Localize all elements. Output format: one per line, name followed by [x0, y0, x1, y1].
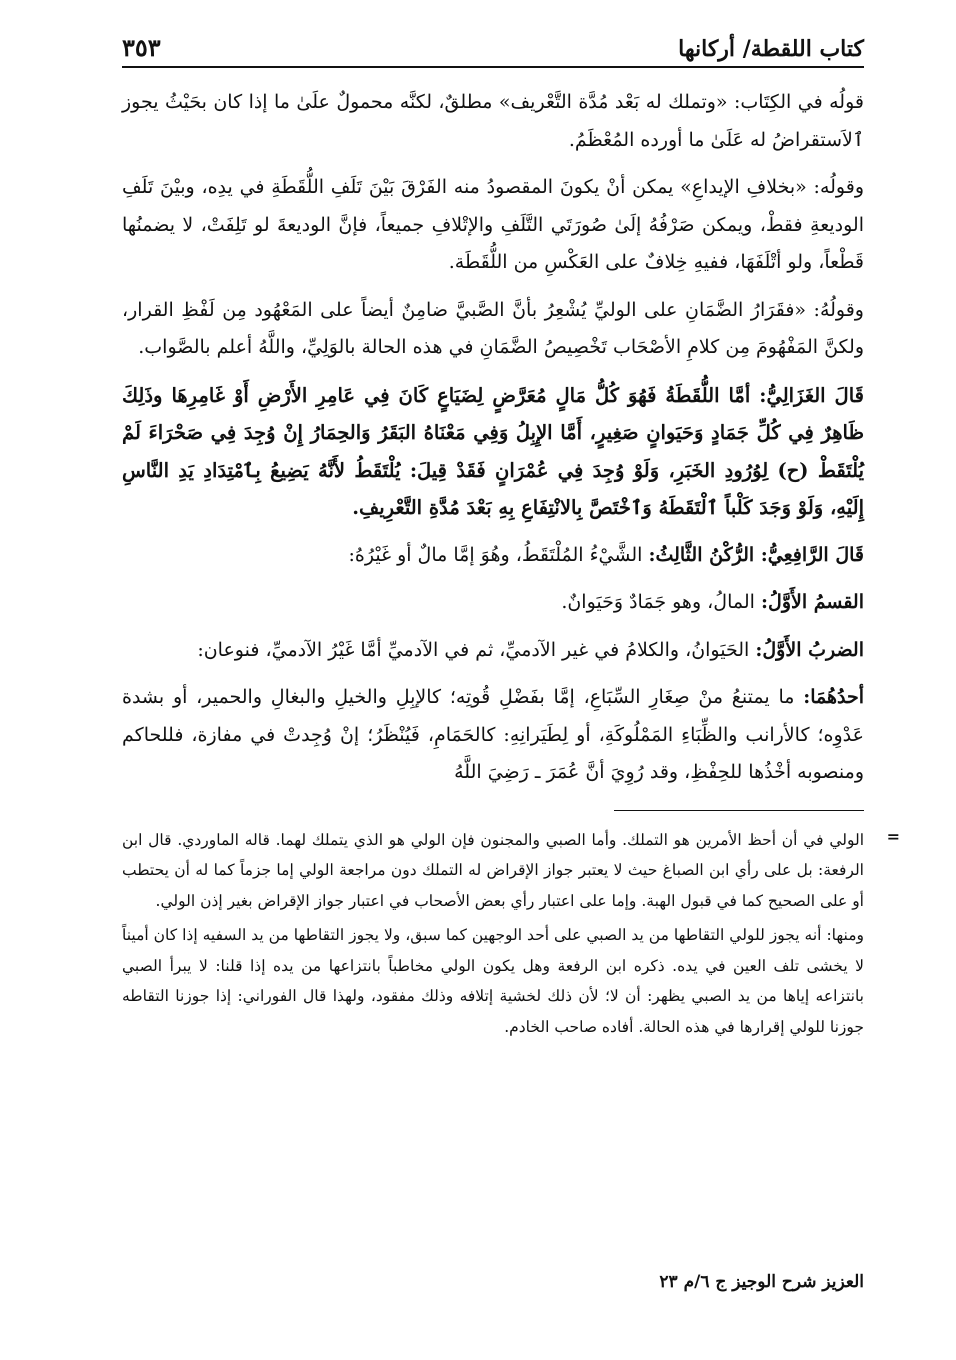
- rafii-text: ما يمتنعُ منْ صِغَارِ السِّبَاعِ، إمَّا بفَضْلِ قُوتِه؛ كالإبِلِ والخيلِ والبغالِ والحمير، أو بشدة عَدْوِه؛ كالأرانب والظِّبَاءِ المَمْلُوكَةِ، أو لِطَيَرانِهِ: كالحَمَامِ، فَيُنْظَرُ؛ إنْ وُجِدتْ في مفازة، فللحاكم ومنصوبه أخْذُها للحِفْظِ، وقد رُوِيَ أنَّ عُمَرَ ـ رَضِيَ اللَّهُ: [122, 686, 864, 783]
- rafii-lead: الضربُ الأَوَّلُ:: [755, 638, 864, 661]
- commentary-paragraph: [122, 292, 864, 367]
- main-text: [122, 84, 864, 792]
- paragraph-text: وقولُه: «بخلافِ الإيداعِ» يمكن أنْ يكونَ المقصودُ منه الفَرْقَ بَيْنَ تَلَفِ اللُّقَطَةِ في يدِه، وبيْنَ تَلَفِ الوديعةِ فقطْ، ويمكن صَرْفُهُ إلَىٰ صُورَتَي التَّلَفِ والإتْلافِ جميعاً، فإنَّ الوديعةَ لو تَلِفَتْ، لا يضمنُها قَطْعاً، ولو أتْلَفَهَا، ففيهِ خِلافٌ على العَكْسِ من اللُّقَطَة.: [122, 176, 864, 273]
- paragraph-text: وقولُهُ: «فقَرَارُ الضَّمَانِ على الوليِّ يُشْعِرُ بأنَّ الصَّبيَّ ضامِنٌ أيضاً على المَعْهُود مِن لَفْظِ القرار، ولكنَّ المَفْهُومَ مِن كلامِ الأصْحَاب تَخْصِيصُ الضَّمَانِ في هذه الحالة بالوَلِيِّ، واللَّهُ أعلم بالصَّواب.: [122, 298, 864, 358]
- rafii-text: المالُ، وهو جَمَادٌ وَحَيَوانٌ.: [561, 591, 755, 613]
- ghazali-text: أمَّا اللُّقَطَةُ فَهُوَ كُلُّ مَالٍ مُعَرَّضٍ لِضَيَاعٍ كَانَ فِي عَامِرِ الأَرْضِ أَوْ غَامِرِهَا وذَلِكَ ظَاهِرٌ فِي كُلِّ جَمَادٍ وَحَيَوانٍ صَغِيرٍ، أَمَّا الإِبِلُ وَفِي مَعْنَاهُ البَقَرُ وَالحِمَارُ إِنْ وُجِدَ فِي صَحْرَاءَ لَمْ يُلْتَقَطْ (ح) لِوُرُودِ الخَبَرِ، وَلَوْ وُجِدَ فِي عُمْرَانٍ فَقَدْ قِيلَ: يُلْتَقَطُ لأَنَّهُ يَضِيعُ بِٱمْتِدَادِ يَدِ النَّاسِ إِلَيْهِ، وَلَوْ وَجَدَ كَلْباً ٱلْتَقَطَهُ وَٱخْتَصَّ بِالانْتِفَاعِ بِهِ بَعْدَ مُدَّةِ التَّعْرِيفِ.: [122, 383, 864, 519]
- rafii-lead: القسمُ الأَوَّلُ:: [761, 591, 864, 613]
- footnote-divider: [614, 810, 864, 811]
- rafii-paragraph: [122, 632, 864, 670]
- commentary-paragraph: [122, 169, 864, 282]
- paragraph-text: قولُه في الكِتَاب: «وتملك له بَعْد مُدَّة التَّعْريف» مطلقٌ، لكنَّه محمولٌ علَىٰ ما إذا كان بحَيْثُ يجوز ٱلاَستقراضُ له عَلَىٰ ما أورده المُعْظَمُ.: [122, 91, 864, 151]
- ghazali-lead: قَالَ الغَزَالِيُّ:: [759, 383, 864, 407]
- commentary-paragraph: [122, 84, 864, 159]
- rafii-paragraph: [122, 584, 864, 622]
- footnotes: [122, 825, 900, 1043]
- rafii-paragraph: [122, 679, 864, 792]
- running-header: [122, 26, 864, 68]
- rafii-paragraph: [122, 537, 864, 575]
- rafii-lead: أحدُهُمَا:: [803, 686, 864, 708]
- footnote-paragraph: الولي في أن أحظ الأمرين هو التملك. وأما الصبي والمجنون فإن الولي هو الذي يتملك لهما. قاله الماوردي. قال ابن الرفعة: بل على رأي ابن الصباغ حيث لا يعتبر جواز الإقراض له التملك دون مراجعة الولي إما جزماً كما له أن يحتطب أو على الصحيح كما في قبول الهبة. وإما على اعتبار رأي بعض الأصحاب في اعتبار جواز الإقراض بغير إذن الولي.: [122, 830, 864, 910]
- page-number: ٣٥٣: [122, 33, 161, 62]
- rafii-text: الشَّيْءُ المُلْتَقَطُ، وهُوَ إمَّا مالٌ أو غَيْرُهُ:: [348, 543, 643, 566]
- footnote-continuation-marker: =: [886, 826, 900, 846]
- footnote-paragraph: ومنها: أنه يجوز للولي التقاطها من يد الصبي على أحد الوجهين كما سبق، ولا يجوز التقاطها من يد السفيه إذا كان أميناً لا يخشى تلف العين في يده. ذكره ابن الرفعة وهل يكون الولي مخاطباً بانتزاعها من يده إذا قلنا: لا يبرأ الصبي بانتزاعه إياها من يد الصبي يظهر: أن لا؛ لأن ذلك لخشية إتلافه وذلك مفقود، ولهذا قال الفوراني: إذا جوزنا التقاطه جوزنا للولي إقرارها في هذه الحالة. أفاده صاحب الخادم.: [122, 926, 864, 1036]
- rafii-text: الحَيَوانُ، والكلامُ في غير الآدميِّ، ثم في الآدميِّ أمَّا غَيْرُ الآدميِّ، فنوعان:: [197, 638, 750, 661]
- ghazali-quote: [122, 377, 864, 527]
- signature-footer: العزيز شرح الوجيز ج ٦/م ٢٣: [659, 1272, 864, 1292]
- chapter-title: كتاب اللقطة/ أركانها: [678, 36, 864, 62]
- rafii-lead: قَالَ الرَّافِعِيُّ: الرُّكْنُ الثَّالِثُ:: [648, 543, 864, 566]
